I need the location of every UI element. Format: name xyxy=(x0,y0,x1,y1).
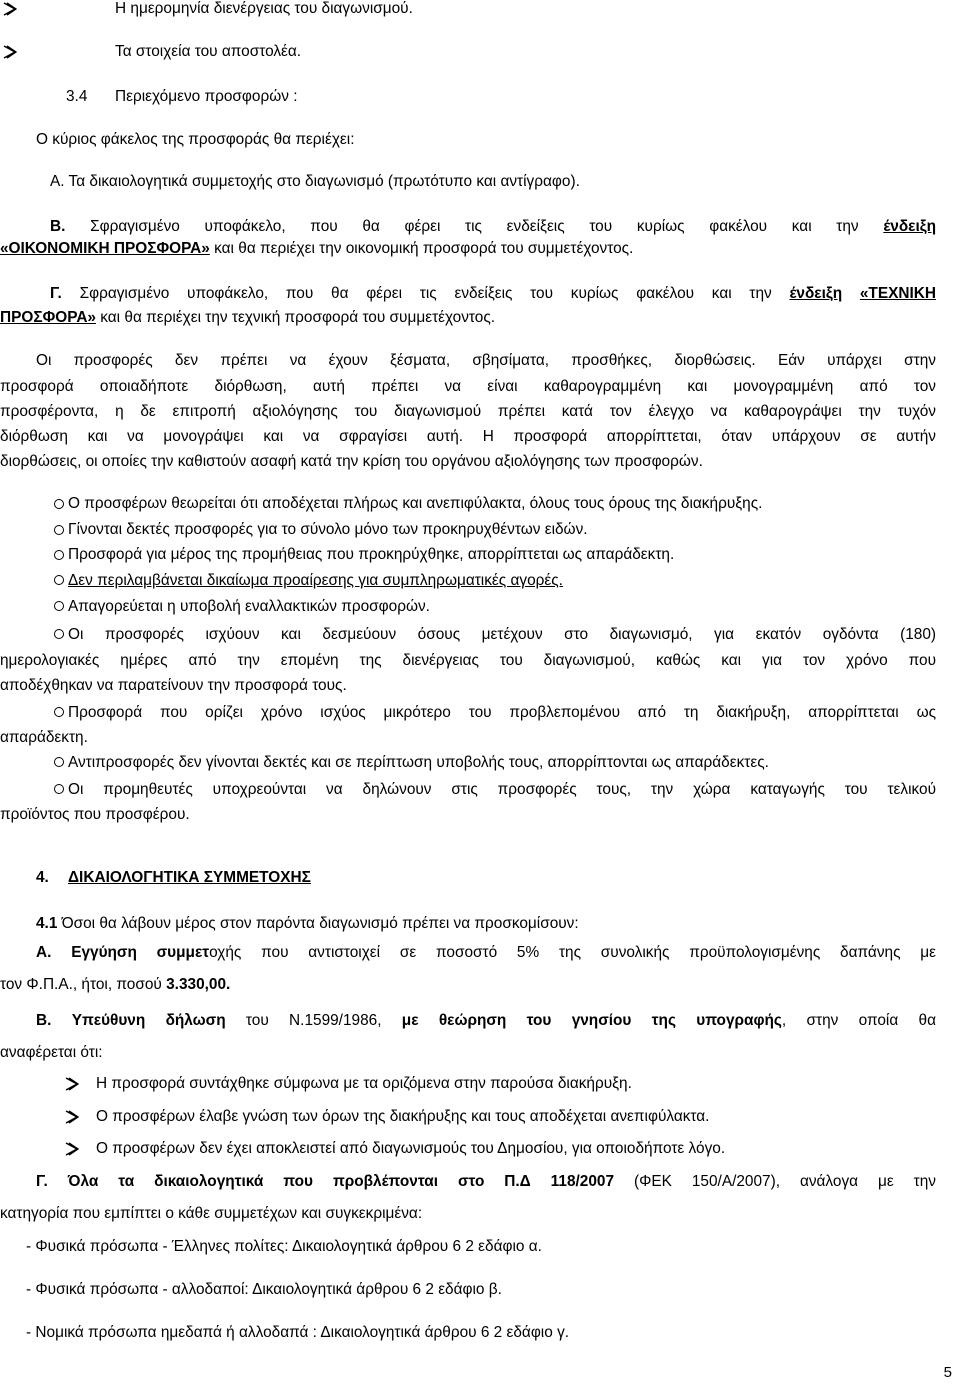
envelope-intro: Ο κύριος φάκελος της προσφοράς θα περιέχει: xyxy=(36,131,355,148)
bullet-validity-line: αποδέχθηκαν να παρατείνουν την προσφορά τους. xyxy=(0,677,347,694)
top-item: Τα στοιχεία του αποστολέα. xyxy=(115,43,302,60)
arrow-bullet-icon xyxy=(3,45,17,59)
corrections-line: προσφέροντα, η δε επιτροπή αξιολόγησης του διαγωνισμού πρέπει κατά τον έλεγχο να καθαρογράψει την τυχόν xyxy=(0,403,936,420)
section-4-title: ΔΙΚΑΙΟΛΟΓΗΤΙΚΑ ΣΥΜΜΕΤΟΧΗΣ xyxy=(68,869,311,886)
item-b-label: Β. xyxy=(50,218,66,235)
bullet-counter: Αντιπροσφορές δεν γίνονται δεκτές και σε περίπτωση υποβολής τους, απορρίπτονται ως απαράδεκτες. xyxy=(68,754,769,771)
category-line: - Φυσικά πρόσωπα - Έλληνες πολίτες: Δικαιολογητικά άρθρου 6 2 εδάφιο α. xyxy=(26,1238,542,1255)
circle-bullet-icon xyxy=(54,601,64,611)
item-c-label: Γ. xyxy=(50,285,62,302)
corrections-line: διόρθωση και να μονογράψει και να σφραγίσει αυτή. Η προσφορά απορρίπτεται, όταν υπάρχουν σε αυτήν xyxy=(0,428,936,445)
item-c-line1: Γ. Σφραγισμένο υποφάκελο, που θα φέρει τις ενδείξεις του κυρίως φακέλου και την ένδειξη «ΤΕΧΝΙΚΗ xyxy=(50,285,936,302)
circle-bullet-icon xyxy=(54,629,64,639)
bullet-origin-line: προϊόντος που προσφέρου. xyxy=(0,806,190,823)
circle-bullet-icon xyxy=(54,525,64,535)
bullet-validity-line: ημερολογιακές ημέρες από την επομένη της διενέργειας του διαγωνισμού, καθώς και για τον χρόνο που xyxy=(0,652,936,669)
req-a-line2: τον Φ.Π.Α., ήτοι, ποσού 3.330,00. xyxy=(0,976,231,993)
item-c-line2: ΠΡΟΣΦΟΡΑ» και θα περιέχει την τεχνική προσφορά του συμμετέχοντος. xyxy=(0,309,496,326)
bullet-item: Δεν περιλαμβάνεται δικαίωμα προαίρεσης για συμπληρωματικές αγορές. xyxy=(68,572,563,589)
arrow-bullet-icon xyxy=(65,1142,79,1156)
req-b-line2: αναφέρεται ότι: xyxy=(0,1044,103,1061)
req-a-line1: Α. Εγγύηση συμμετοχής που αντιστοιχεί σε ποσοστό 5% της συνολικής προϋπολογισμένης δαπάνης με xyxy=(36,944,936,961)
req-c-line2: κατηγορία που εμπίπτει ο κάθε συμμετέχων και συγκεκριμένα: xyxy=(0,1205,423,1222)
circle-bullet-icon xyxy=(54,575,64,585)
circle-bullet-icon xyxy=(54,550,64,560)
bullet-origin-line: Οι προμηθευτές υποχρεούνται να δηλώνουν στις προσφορές τους, την χώρα καταγωγής του τελικού xyxy=(68,781,936,798)
bullet-shorter-line: Προσφορά που ορίζει χρόνο ισχύος μικρότερο του προβλεπομένου από τη διακήρυξη, απορρίπτεται ως xyxy=(68,704,936,721)
req-b-label: Β. xyxy=(36,1012,52,1029)
arrow-bullet-icon xyxy=(65,1110,79,1124)
req-a-label: Α. xyxy=(36,944,52,961)
section-4-number: 4. xyxy=(36,869,49,886)
category-line: - Νομικά πρόσωπα ημεδαπά ή αλλοδαπά : Δικαιολογητικά άρθρου 6 2 εδάφιο γ. xyxy=(26,1324,570,1341)
circle-bullet-icon xyxy=(54,499,64,509)
req-c-label: Γ. xyxy=(36,1173,48,1190)
arrow-bullet-icon xyxy=(3,2,17,16)
circle-bullet-icon xyxy=(54,707,64,717)
section-4-1: 4.1 Όσοι θα λάβουν μέρος στον παρόντα διαγωνισμό πρέπει να προσκομίσουν: xyxy=(36,915,579,932)
bullet-item: Γίνονται δεκτές προσφορές για το σύνολο μόνο των προκηρυχθέντων ειδών. xyxy=(68,521,588,538)
item-a: Α. Τα δικαιολογητικά συμμετοχής στο διαγωνισμό (πρωτότυπο και αντίγραφο). xyxy=(50,173,580,190)
req-b-line1: Β. Υπεύθυνη δήλωση του Ν.1599/1986, με θεώρηση του γνησίου της υπογραφής, στην οποία θα xyxy=(36,1012,937,1029)
corrections-line: προσφορά οποιαδήποτε διόρθωση, αυτή πρέπει να είναι καθαρογραμμένη και μονογραμμένη από τον xyxy=(0,378,936,395)
bullet-item: Ο προσφέρων θεωρείται ότι αποδέχεται πλήρως και ανεπιφύλακτα, όλους τους όρους της διακήρυξης. xyxy=(68,495,763,512)
section-title: Περιεχόμενο προσφορών : xyxy=(115,88,298,105)
req-c-line1: Γ. Όλα τα δικαιολογητικά που προβλέπονται στο Π.Δ 118/2007 (ΦΕΚ 150/Α/2007), ανάλογα με την xyxy=(36,1173,936,1190)
category-line: - Φυσικά πρόσωπα - αλλοδαποί: Δικαιολογητικά άρθρου 6 2 εδάφιο β. xyxy=(26,1281,502,1298)
req-b-item: Ο προσφέρων δεν έχει αποκλειστεί από διαγωνισμούς του Δημοσίου, για οποιοδήποτε λόγο. xyxy=(96,1140,726,1157)
bullet-item: Προσφορά για μέρος της προμήθειας που προκηρύχθηκε, απορρίπτεται ως απαράδεκτη. xyxy=(68,546,675,563)
top-item: Η ημερομηνία διενέργειας του διαγωνισμού. xyxy=(115,0,413,17)
page-number: 5 xyxy=(943,1364,952,1381)
bullet-shorter-line: απαράδεκτη. xyxy=(0,729,88,746)
circle-bullet-icon xyxy=(54,784,64,794)
req-b-item: Ο προσφέρων έλαβε γνώση των όρων της διακήρυξης και τους αποδέχεται ανεπιφύλακτα. xyxy=(96,1108,710,1125)
circle-bullet-icon xyxy=(54,757,64,767)
arrow-bullet-icon xyxy=(65,1077,79,1091)
corrections-line: διορθώσεις, οι οποίες την καθιστούν ασαφή κατά την κρίση του οργάνου αξιολόγησης των προσφορών. xyxy=(0,453,703,470)
bullet-item: Απαγορεύεται η υποβολή εναλλακτικών προσφορών. xyxy=(68,598,430,615)
item-b-line1: Β. Σφραγισμένο υποφάκελο, που θα φέρει τις ενδείξεις του κυρίως φακέλου και την ένδειξη xyxy=(50,218,936,235)
req-b-item: Η προσφορά συντάχθηκε σύμφωνα με τα οριζόμενα στην παρούσα διακήρυξη. xyxy=(96,1075,632,1092)
corrections-line: Οι προσφορές δεν πρέπει να έχουν ξέσματα, σβησίματα, προσθήκες, διορθώσεις. Εάν υπάρχει στην xyxy=(36,352,936,369)
item-b-line2: «ΟΙΚΟΝΟΜΙΚΗ ΠΡΟΣΦΟΡΑ» και θα περιέχει την οικονομική προσφορά του συμμετέχοντος. xyxy=(0,240,634,257)
bullet-validity-line: Οι προσφορές ισχύουν και δεσμεύουν όσους μετέχουν στο διαγωνισμό, για εκατόν ογδόντα (180) xyxy=(68,626,936,643)
section-number: 3.4 xyxy=(66,88,88,105)
